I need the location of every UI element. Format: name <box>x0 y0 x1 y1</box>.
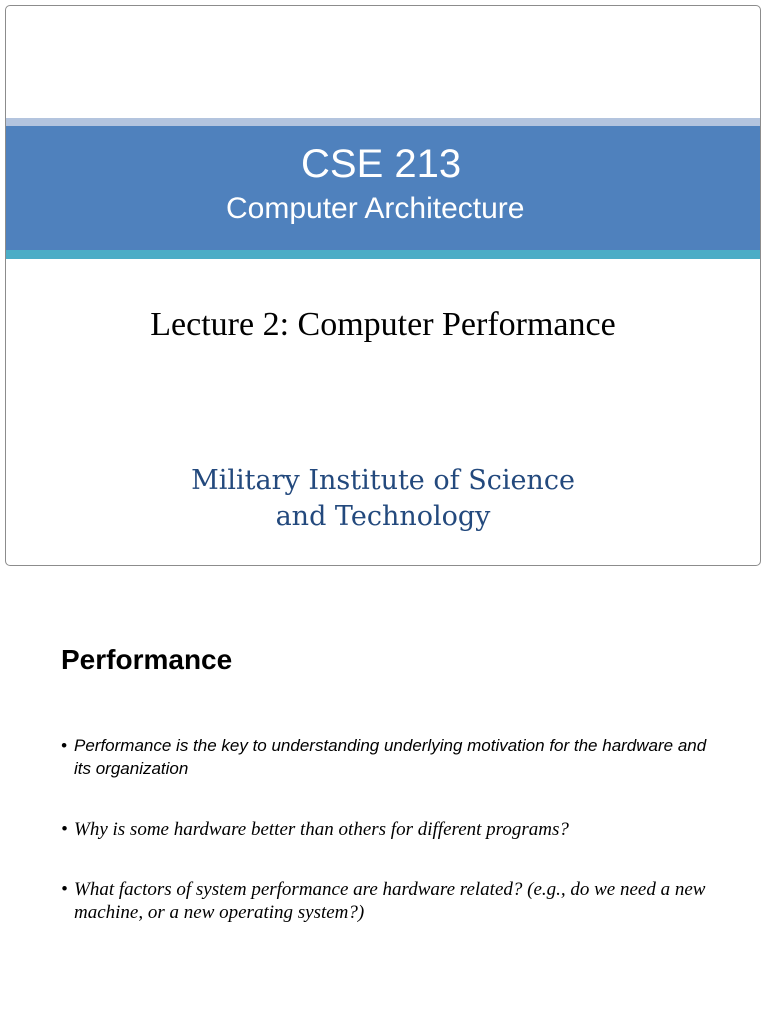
bullet-icon: • <box>61 736 67 755</box>
banner-bottom-stripe <box>6 250 760 259</box>
institute-line-1: Military Institute of Science <box>191 465 575 496</box>
bullet-item <box>61 878 741 924</box>
institute-line-2: and Technology <box>275 501 491 532</box>
bullet-text: Why is some hardware better than others for different programs? <box>74 819 569 840</box>
slide-heading: Performance <box>61 644 233 675</box>
bullet-icon: • <box>61 819 68 840</box>
banner-top-stripe <box>6 118 760 126</box>
bullet-item <box>61 818 741 841</box>
title-slide <box>5 5 761 566</box>
institute-name <box>6 463 760 535</box>
course-code: CSE 213 <box>301 142 462 186</box>
bullet-item <box>61 734 721 780</box>
lecture-title: Lecture 2: Computer Performance <box>150 306 616 343</box>
course-name: Computer Architecture <box>226 192 525 225</box>
content-slide <box>0 620 768 1024</box>
bullet-text: What factors of system performance are hardware related? (e.g., do we need a new machine, or a new operating system?) <box>74 879 706 923</box>
bullet-text: Performance is the key to understanding underlying motivation for the hardware and its organization <box>74 736 707 778</box>
bullet-icon: • <box>61 879 68 900</box>
